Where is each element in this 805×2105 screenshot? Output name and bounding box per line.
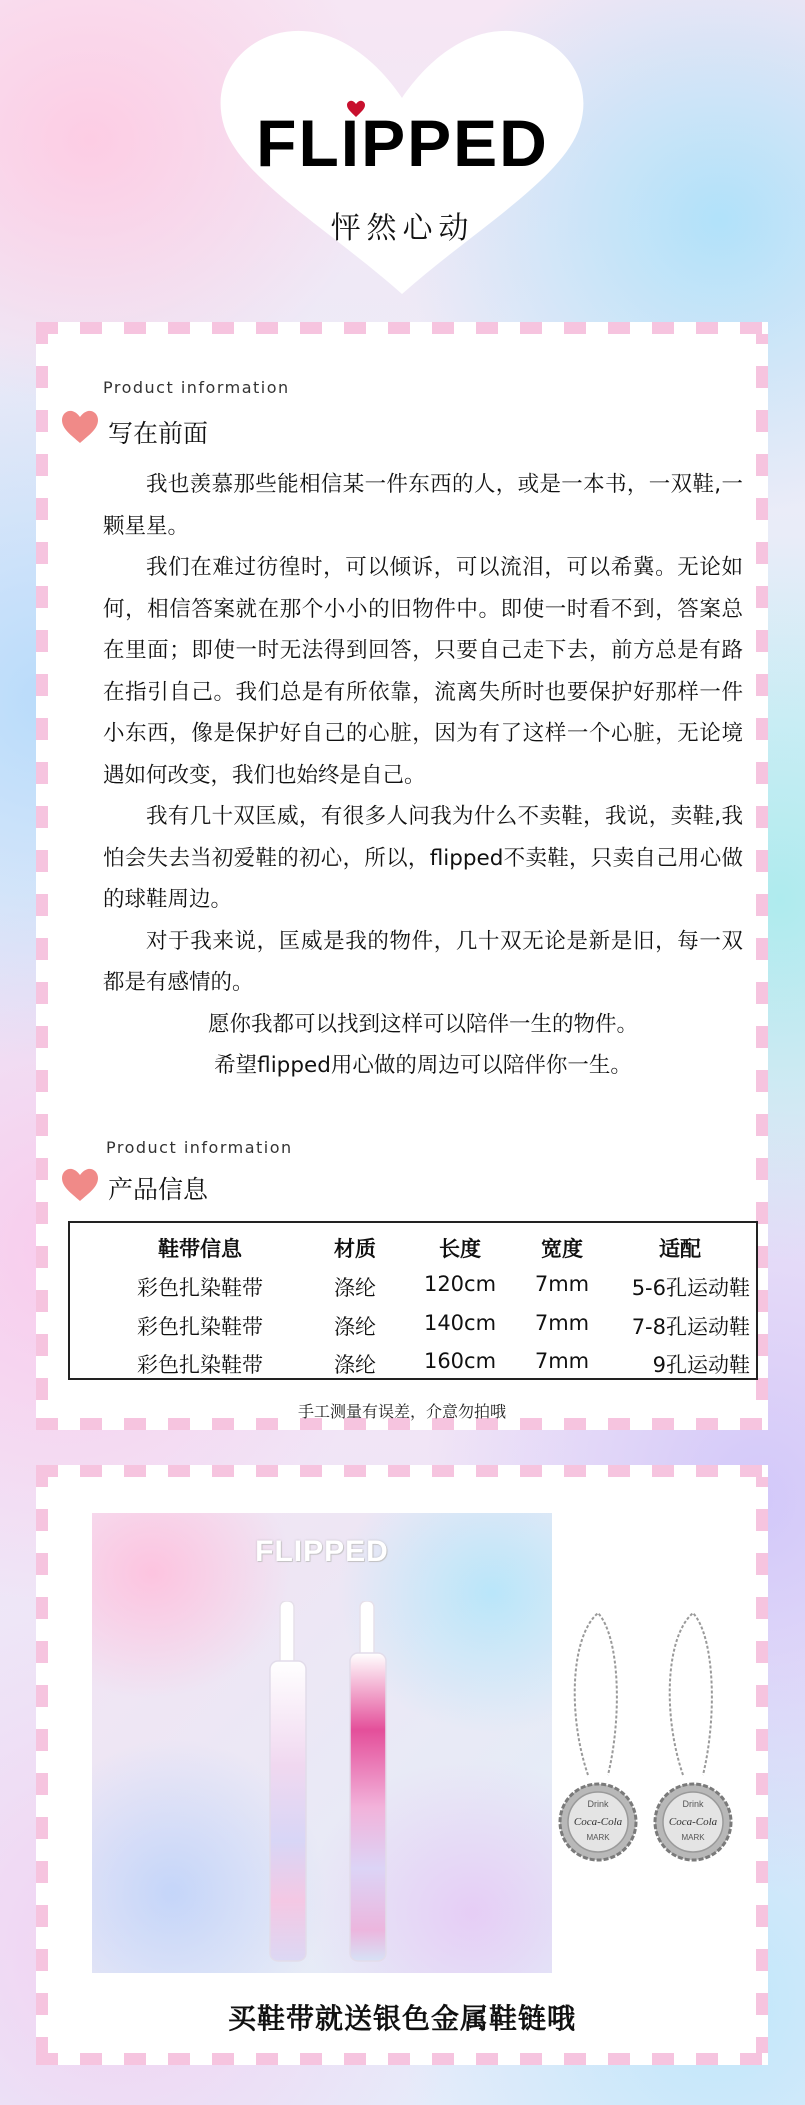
table-cell: 9孔运动鞋 bbox=[652, 1353, 750, 1377]
header-cell: 适配 bbox=[659, 1237, 701, 1261]
heart-icon bbox=[61, 1168, 99, 1202]
spec-table bbox=[68, 1221, 758, 1380]
table-row bbox=[70, 1311, 756, 1341]
header-cell: 鞋带信息 bbox=[158, 1237, 242, 1261]
product-eyebrow: Product information bbox=[106, 1138, 293, 1157]
table-cell: 彩色扎染鞋带 bbox=[137, 1315, 263, 1339]
table-row bbox=[70, 1349, 756, 1379]
charm-text: MARK bbox=[586, 1833, 610, 1842]
intro-title: 写在前面 bbox=[108, 419, 209, 448]
heart-icon bbox=[61, 410, 99, 444]
table-cell: 彩色扎染鞋带 bbox=[137, 1276, 263, 1300]
table-row bbox=[70, 1272, 756, 1302]
table-cell: 7mm bbox=[534, 1311, 590, 1335]
charm-text: MARK bbox=[681, 1833, 705, 1842]
closing-line: 愿你我都可以找到这样可以陪伴一生的物件。 bbox=[207, 1011, 638, 1037]
charm-logo-text: Coca-Cola bbox=[668, 1816, 718, 1828]
header-cell: 长度 bbox=[439, 1237, 481, 1261]
intro-paragraph: 我也羡慕那些能相信某一件东西的人，或是一本书，一双鞋,一颗星星。 bbox=[103, 472, 743, 539]
info-card-body bbox=[48, 334, 756, 1421]
intro-paragraph: 我有几十双匡威，有很多人问我为什么不卖鞋，我说，卖鞋,我怕会失去当初爱鞋的初心，所以，flipped不卖鞋，只卖自己用心做的球鞋周边。 bbox=[103, 804, 743, 912]
table-cell: 120cm bbox=[423, 1272, 497, 1296]
intro-text bbox=[103, 464, 743, 1087]
spec-header-row bbox=[70, 1233, 756, 1263]
table-cell: 涤纶 bbox=[334, 1353, 376, 1377]
brand-subtitle: 怦然心动 bbox=[330, 211, 475, 246]
measurement-note: 手工测量有误差，介意勿拍哦 bbox=[297, 1402, 506, 1421]
brand-title: FLIPPED bbox=[256, 106, 549, 180]
table-cell: 7mm bbox=[534, 1349, 590, 1373]
charm-text: Drink bbox=[587, 1799, 609, 1809]
table-cell: 140cm bbox=[423, 1311, 497, 1335]
header-cell: 宽度 bbox=[541, 1237, 583, 1261]
photo-brand-text: FLIPPED bbox=[255, 1535, 389, 1568]
gift-card bbox=[36, 1465, 768, 2065]
shoelace-left-image bbox=[262, 1601, 322, 1963]
charm-right bbox=[655, 1784, 731, 1860]
shoelace-photo bbox=[92, 1513, 552, 1973]
intro-paragraph: 对于我来说，匡威是我的物件，几十双无论是新是旧，每一双都是有感情的。 bbox=[103, 928, 743, 995]
header-cell: 材质 bbox=[334, 1237, 376, 1261]
gift-card-body bbox=[48, 1477, 756, 2053]
closing-line: 希望flipped用心做的周边可以陪伴你一生。 bbox=[214, 1053, 632, 1078]
table-cell: 7-8孔运动鞋 bbox=[631, 1315, 750, 1339]
table-cell: 彩色扎染鞋带 bbox=[137, 1353, 263, 1377]
info-card bbox=[36, 322, 768, 1430]
shoelace-right-image bbox=[342, 1601, 402, 1963]
gift-caption: 买鞋带就送银色金属鞋链哦 bbox=[227, 2002, 576, 2035]
charm-logo-text: Coca-Cola bbox=[573, 1816, 623, 1828]
product-title: 产品信息 bbox=[108, 1175, 209, 1204]
table-cell: 5-6孔运动鞋 bbox=[631, 1276, 750, 1300]
table-cell: 涤纶 bbox=[334, 1315, 376, 1339]
charm-left bbox=[560, 1784, 636, 1860]
metal-charm-image bbox=[548, 1597, 758, 1927]
intro-eyebrow: Product information bbox=[103, 378, 290, 397]
charm-text: Drink bbox=[682, 1799, 704, 1809]
table-cell: 160cm bbox=[423, 1349, 497, 1373]
table-cell: 7mm bbox=[534, 1272, 590, 1296]
intro-paragraph: 我们在难过彷徨时，可以倾诉，可以流泪，可以希冀。无论如何，相信答案就在那个小小的旧物件中。即使一时看不到，答案总在里面；即使一时无法得到回答，只要自己走下去，前方总是有路在指引自己。我们总是有所依靠，流离失所时也要保护好那样一件小东西，像是保护好自己的心脏，因为有了这样一个心脏，无论境遇如何改变，我们也始终是自己。 bbox=[103, 555, 743, 788]
table-cell: 涤纶 bbox=[334, 1276, 376, 1300]
